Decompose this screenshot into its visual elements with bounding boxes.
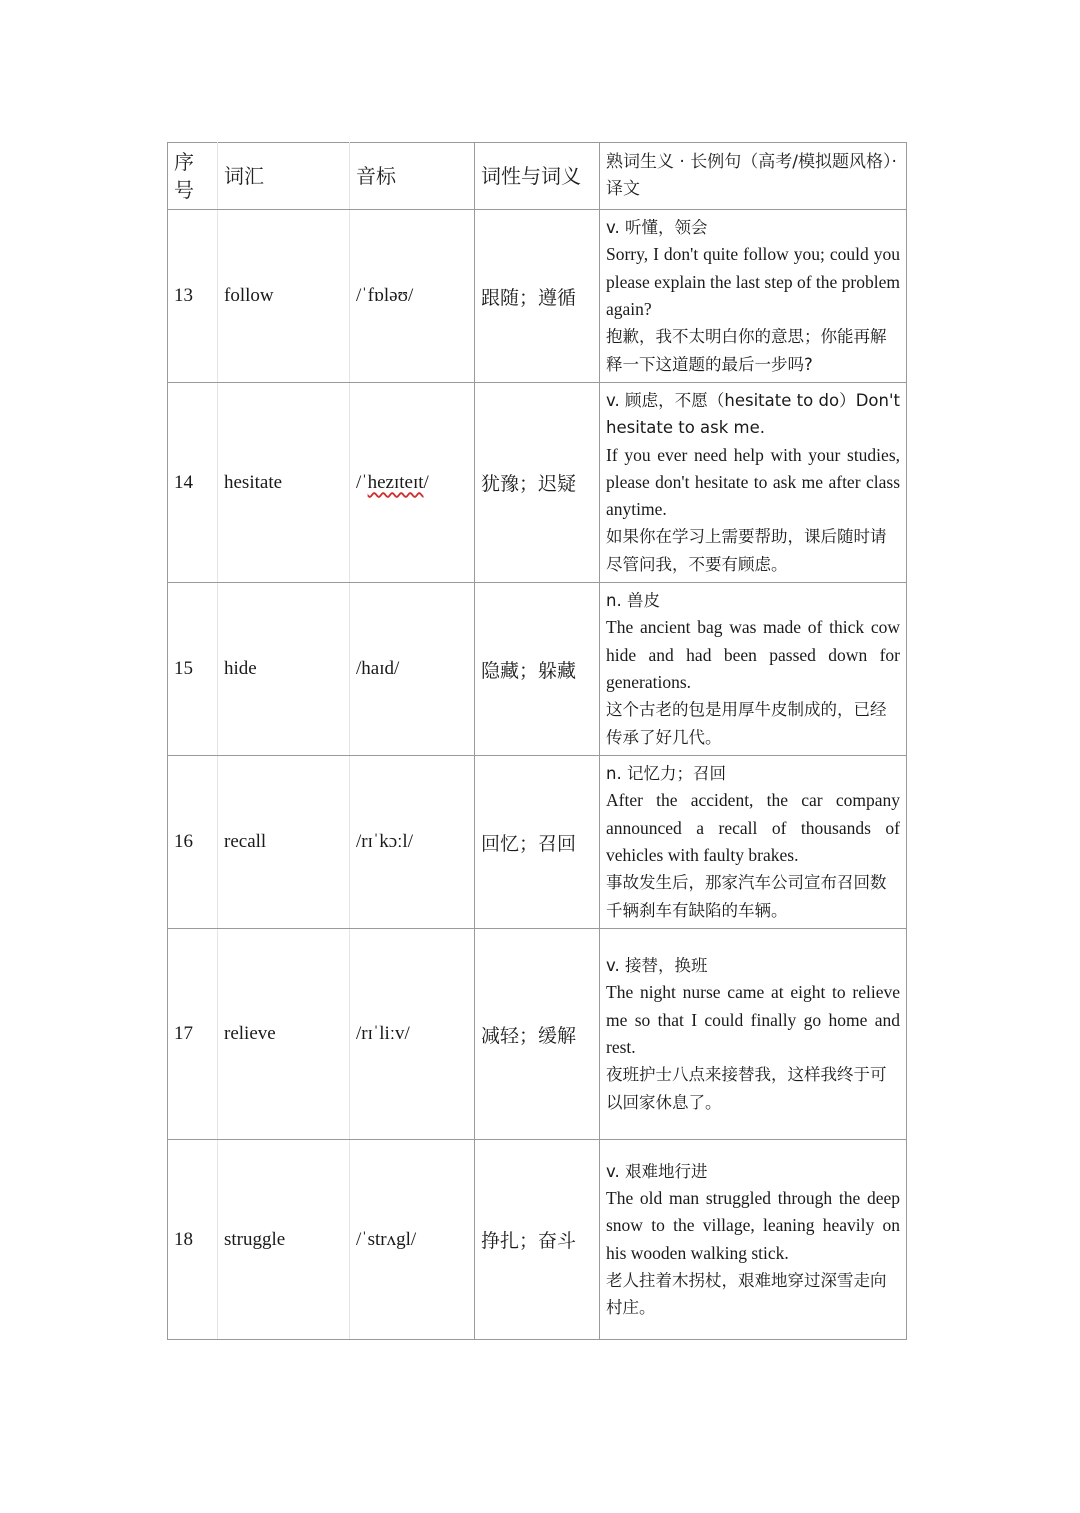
row-index: 13 <box>168 210 218 383</box>
example-english: The ancient bag was made of thick cow hide and had been passed down for generations. <box>606 617 900 692</box>
row-phonetic: /ˈstrʌgl/ <box>350 1140 475 1340</box>
example-sense: n. 记忆力；召回 <box>606 764 726 784</box>
example-translation: 抱歉，我不太明白你的意思；你能再解释一下这道题的最后一步吗? <box>606 327 887 374</box>
row-meaning: 挣扎；奋斗 <box>475 1140 600 1340</box>
table-header-row <box>168 143 907 210</box>
example-english: Sorry, I don't quite follow you; could you please explain the last step of the problem again? <box>606 244 901 319</box>
row-example <box>600 1140 907 1340</box>
row-example <box>600 756 907 929</box>
row-word: hide <box>218 583 350 756</box>
example-sense: v. 接替，换班 <box>606 956 708 976</box>
row-index: 17 <box>168 929 218 1140</box>
example-english: After the accident, the car company announced a recall of thousands of vehicles with faulty brakes. <box>606 790 900 865</box>
row-example <box>600 929 907 1140</box>
row-meaning: 回忆；召回 <box>475 756 600 929</box>
row-meaning: 犹豫；迟疑 <box>475 383 600 583</box>
row-example <box>600 583 907 756</box>
example-english: If you ever need help with your studies, please don't hesitate to ask me after class anytime. <box>606 444 900 520</box>
row-meaning: 跟随；遵循 <box>475 210 600 383</box>
phonetic-suffix: / <box>423 471 429 493</box>
table-row <box>168 383 907 583</box>
row-phonetic: /ˈfɒləʊ/ <box>350 210 475 383</box>
table-row <box>168 583 907 756</box>
example-english: The night nurse came at eight to relieve me so that I could finally go home and rest. <box>606 982 900 1057</box>
row-phonetic: /rɪˈliːv/ <box>350 929 475 1140</box>
row-word: relieve <box>218 929 350 1140</box>
row-phonetic <box>350 383 475 583</box>
table-row <box>168 929 907 1140</box>
example-sense: n. 兽皮 <box>606 591 660 611</box>
header-word: 词汇 <box>218 143 350 210</box>
row-example <box>600 383 907 583</box>
phonetic-prefix: /ˈ <box>356 471 368 493</box>
spellcheck-underlined-phonetic: hezɪteɪt <box>367 471 424 493</box>
table-row <box>168 756 907 929</box>
example-sense: v. 艰难地行进 <box>606 1161 708 1181</box>
example-translation: 老人拄着木拐杖，艰难地穿过深雪走向村庄。 <box>606 1270 887 1318</box>
row-phonetic: /rɪˈkɔːl/ <box>350 756 475 929</box>
table-row <box>168 210 907 383</box>
example-translation: 事故发生后，那家汽车公司宣布召回数千辆刹车有缺陷的车辆。 <box>606 873 887 920</box>
row-word: follow <box>218 210 350 383</box>
example-translation: 这个古老的包是用厚牛皮制成的，已经传承了好几代。 <box>606 700 887 747</box>
header-index <box>168 143 218 210</box>
row-index: 14 <box>168 383 218 583</box>
example-translation: 夜班护士八点来接替我，这样我终于可以回家休息了。 <box>606 1065 887 1112</box>
table-row <box>168 1140 907 1340</box>
header-phonetic: 音标 <box>350 143 475 210</box>
example-english: The old man struggled through the deep snow to the village, leaning heavily on his wooden walking stick. <box>606 1187 900 1263</box>
example-sense: v. 顾虑，不愿（hesitate to do）Don't hesitate to ask me. <box>606 390 900 438</box>
header-example: 熟词生义 · 长例句（高考/模拟题风格）· 译文 <box>600 143 907 210</box>
row-word: recall <box>218 756 350 929</box>
header-meaning: 词性与词义 <box>475 143 600 210</box>
header-index-label: 序 号 <box>174 150 194 202</box>
row-index: 18 <box>168 1140 218 1340</box>
example-sense: v. 听懂，领会 <box>606 218 708 238</box>
row-word: struggle <box>218 1140 350 1340</box>
row-phonetic: /haɪd/ <box>350 583 475 756</box>
row-index: 15 <box>168 583 218 756</box>
example-translation: 如果你在学习上需要帮助，课后随时请尽管问我，不要有顾虑。 <box>606 527 887 574</box>
row-meaning: 隐藏；躲藏 <box>475 583 600 756</box>
row-meaning: 减轻；缓解 <box>475 929 600 1140</box>
row-example <box>600 210 907 383</box>
row-index: 16 <box>168 756 218 929</box>
vocabulary-table <box>167 142 907 1340</box>
row-word: hesitate <box>218 383 350 583</box>
